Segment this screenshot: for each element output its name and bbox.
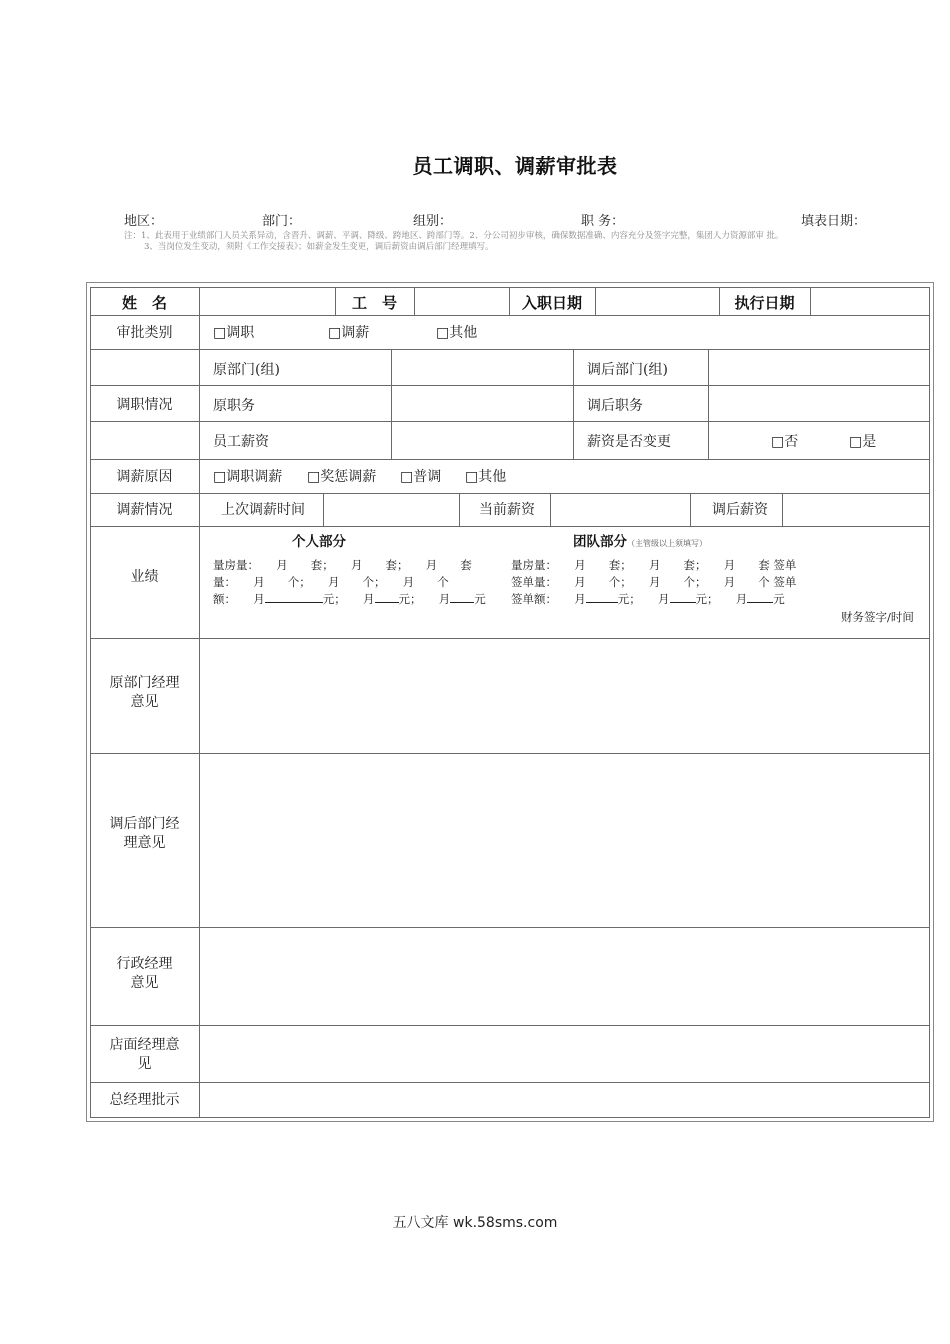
- transfer-label: 调职情况: [116, 397, 173, 413]
- gm-approval-field[interactable]: [200, 1083, 928, 1116]
- department-label: 部门：: [262, 214, 302, 229]
- reason-option-transfer[interactable]: □调职调薪: [213, 469, 283, 485]
- personal-line-2: 量： 月 个； 月 个； 月 个: [213, 575, 449, 589]
- salary-change-no[interactable]: □否: [771, 434, 799, 450]
- note-line-1: 注：1、此表用于业绩部门人员关系异动，含晋升、调薪、平调、降级、跨地区、跨部门等。2、分公司初步审核，确保数据准确、内容充分及签字完整，集团人力资源部审 批。: [124, 231, 784, 241]
- team-section-title: 团队部分（主管级以上须填写）: [573, 534, 707, 550]
- approval-option-transfer[interactable]: □调职: [213, 325, 255, 341]
- store-manager-opinion-field[interactable]: [200, 1026, 928, 1081]
- orig-manager-opinion-field[interactable]: [200, 639, 928, 752]
- reason-option-reward[interactable]: □奖惩调薪: [307, 469, 377, 485]
- new-dept-label: 调后部门(组): [587, 362, 668, 378]
- exec-date-header: 执行日期: [734, 294, 795, 312]
- job-no-input[interactable]: [415, 288, 508, 314]
- name-header: 姓 名: [121, 294, 167, 312]
- orig-post-label: 原职务: [213, 398, 255, 414]
- position-label: 职 务：: [581, 214, 625, 229]
- salary-change-yes[interactable]: □是: [849, 434, 877, 450]
- region-label: 地区：: [124, 214, 164, 229]
- gm-approval-label: 总经理批示: [109, 1092, 180, 1108]
- entry-date-input[interactable]: [596, 288, 718, 314]
- fill-date-label: 填表日期：: [801, 214, 867, 229]
- entry-date-header: 入职日期: [521, 294, 582, 312]
- group-label: 组别：: [413, 214, 453, 229]
- admin-manager-opinion-label: 行政经理 意见: [116, 956, 173, 991]
- reason-option-other[interactable]: □其他: [465, 469, 507, 485]
- current-salary-label: 当前薪资: [479, 502, 535, 518]
- personal-line-3: 额： 月 元； 月 元； 月 元: [213, 592, 486, 606]
- orig-manager-opinion-label: 原部门经理 意见: [109, 675, 180, 710]
- personal-section-title: 个人部分: [292, 534, 346, 550]
- page-title: 员工调职、调薪审批表: [412, 154, 618, 178]
- reason-label: 调薪原因: [116, 469, 173, 485]
- form-notes: [124, 231, 784, 253]
- salary-info-label: 调薪情况: [116, 502, 173, 518]
- job-no-header: 工 号: [351, 294, 397, 312]
- approval-option-salary[interactable]: □调薪: [328, 325, 370, 341]
- personal-line-1: 量房量： 月 套； 月 套； 月 套: [213, 558, 472, 572]
- new-salary-label: 调后薪资: [712, 502, 768, 518]
- store-manager-opinion-label: 店面经理意 见: [109, 1037, 180, 1072]
- team-line-3: 签单额： 月 元； 月 元； 月 元: [511, 592, 785, 606]
- new-manager-opinion-field[interactable]: [200, 754, 928, 926]
- reason-option-general[interactable]: □普调: [400, 469, 442, 485]
- performance-label: 业绩: [130, 569, 159, 585]
- note-line-2: 3、当岗位发生变动，须附《工作交接表》；如薪金发生变更，调后薪资由调后部门经理填写。: [144, 242, 494, 252]
- team-section-note: （主管级以上须填写）: [627, 539, 707, 548]
- team-line-1: 量房量： 月 套； 月 套； 月 套 签单: [511, 558, 797, 572]
- admin-manager-opinion-field[interactable]: [200, 928, 928, 1024]
- footer-watermark: 五八文库 wk.58sms.com: [392, 1215, 558, 1231]
- finance-signature-label: 财务签字/时间: [841, 610, 914, 624]
- exec-date-input[interactable]: [811, 288, 928, 314]
- salary-change-label: 薪资是否变更: [587, 434, 671, 450]
- team-line-2: 签单量： 月 个； 月 个； 月 个 签单: [511, 575, 797, 589]
- orig-dept-label: 原部门(组): [213, 362, 280, 378]
- name-input[interactable]: [200, 288, 334, 314]
- approval-type-label: 审批类别: [116, 325, 173, 341]
- new-manager-opinion-label: 调后部门经 理意见: [109, 816, 180, 851]
- salary-label: 员工薪资: [213, 434, 269, 450]
- new-post-label: 调后职务: [587, 398, 643, 414]
- last-adjust-time-label: 上次调薪时间: [221, 502, 305, 518]
- approval-option-other[interactable]: □其他: [436, 325, 478, 341]
